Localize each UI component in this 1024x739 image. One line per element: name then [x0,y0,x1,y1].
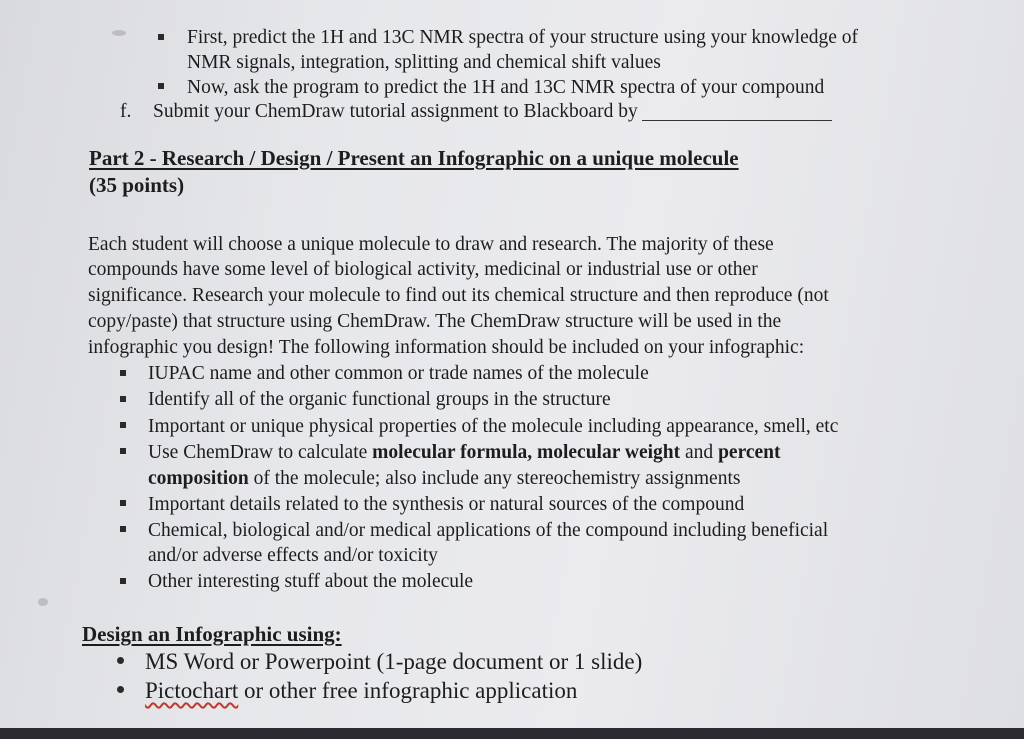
design-option-pictochart [145,678,577,704]
requirement-iupac: IUPAC name and other common or trade names of the molecule [148,363,649,384]
bullet-square-icon [120,526,126,532]
bottom-shadow [0,728,1024,739]
step-f-marker: f. [120,101,132,122]
bullet-square-icon [120,396,126,402]
intro-line-5: infographic you design! The following information should be included on your infographic: [88,337,805,358]
nmr-step-1-line-2: NMR signals, integration, splitting and chemical shift values [187,52,661,73]
bullet-square-icon [158,83,164,89]
nmr-step-2: Now, ask the program to predict the 1H and 13C NMR spectra of your compound [187,77,825,98]
bullet-square-icon [120,422,126,428]
intro-line-4: copy/paste) that structure using ChemDraw. The ChemDraw structure will be used in the [88,311,782,332]
nmr-step-1-line-1: First, predict the 1H and 13C NMR spectra of your structure using your knowledge of [187,27,858,48]
chemdraw-bold-percent: percent [718,442,781,463]
bullet-square-icon [120,448,126,454]
requirement-functional-groups: Identify all of the organic functional groups in the structure [148,389,611,410]
part2-points: (35 points) [89,173,185,197]
part2-heading: Part 2 - Research / Design / Present an Infographic on a unique molecule [89,146,739,170]
bullet-square-icon [120,500,126,506]
requirement-chemdraw-line-2 [148,468,740,490]
intro-line-2: compounds have some level of biological activity, medicinal or industrial use or other [88,259,758,280]
chemdraw-text: Use ChemDraw to calculate [148,442,373,463]
intro-line-3: significance. Research your molecule to find out its chemical structure and then reproduce (not [88,285,829,306]
design-heading: Design an Infographic using: [82,622,342,646]
requirement-other: Other interesting stuff about the molecule [148,571,474,592]
bullet-square-icon [120,578,126,584]
intro-line-1: Each student will choose a unique molecule to draw and research. The majority of these [88,234,774,255]
chemdraw-bold-formula-weight: molecular formula, molecular weight [372,442,681,463]
requirement-applications-line-2: and/or adverse effects and/or toxicity [148,545,438,566]
paper-smudge [112,30,126,36]
bullet-square-icon [158,34,164,40]
requirement-physical-properties: Important or unique physical properties of the molecule including appearance, smell, etc [148,416,839,437]
step-f-text [153,101,832,123]
design-option-ms-office: MS Word or Powerpoint (1-page document or 1 slide) [145,649,643,674]
requirement-chemdraw-line-1 [148,442,781,464]
bullet-dot-icon [117,657,124,664]
pictochart-rest-text: or other free infographic application [238,678,578,703]
requirement-applications-line-1: Chemical, biological and/or medical applications of the compound including beneficial [148,520,829,541]
bullet-dot-icon [117,686,124,693]
chemdraw-text-stereochemistry: of the molecule; also include any stereochemistry assignments [248,468,741,489]
step-f-label: Submit your ChemDraw tutorial assignment to Blackboard by [153,101,638,122]
paper-smudge [38,598,48,606]
chemdraw-text-and: and [680,442,719,463]
bullet-square-icon [120,370,126,376]
due-date-blank [642,102,832,121]
chemdraw-bold-composition: composition [148,468,249,489]
requirement-synthesis: Important details related to the synthesis or natural sources of the compound [148,494,745,515]
pictochart-spellcheck-word: Pictochart [145,678,239,703]
